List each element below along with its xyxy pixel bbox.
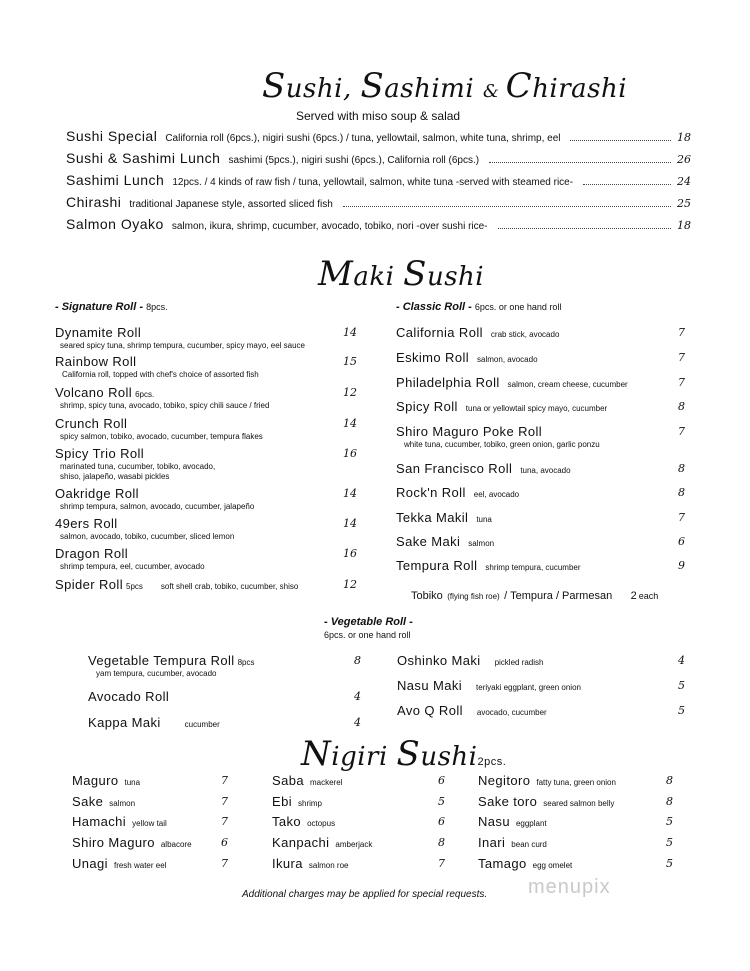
item-name: Negitoro (478, 773, 531, 788)
item-desc: pickled radish (494, 658, 544, 667)
item-name: Sushi Special (66, 128, 158, 144)
item-name: Chirashi (66, 194, 122, 210)
item-name: Sake (72, 794, 104, 809)
item-desc: yellow tail (132, 819, 167, 828)
item-price: 9 (678, 559, 685, 572)
item-price: 4 (354, 716, 361, 729)
item-desc: teriyaki eggplant, green onion (476, 683, 581, 692)
item-price: 8 (666, 774, 673, 787)
item-desc: spicy salmon, tobiko, avocado, cucumber, tempura flakes (60, 432, 263, 441)
item-name: Oshinko Maki (397, 653, 481, 668)
footer-note: Additional charges may be applied for special requests. (242, 889, 488, 900)
item-name: Shiro Maguro (72, 835, 155, 850)
nigiri-item (272, 834, 372, 852)
nigiri-item (72, 834, 192, 852)
item-desc: octopus (307, 819, 336, 828)
item-price: 14 (343, 417, 357, 430)
item-price: 7 (221, 815, 228, 828)
sushi-item-row (66, 150, 691, 170)
item-desc: shrimp, spicy tuna, avocado, tobiko, spicy chili sauce / fried (60, 401, 270, 410)
item-name: Sake Maki (396, 534, 461, 549)
item-desc: bean curd (511, 840, 547, 849)
item-name: Tako (272, 814, 302, 829)
item-name: Tamago (478, 856, 527, 871)
item-name: Oakridge Roll (55, 486, 139, 501)
nigiri-item (72, 813, 167, 831)
item-price: 8 (678, 400, 685, 413)
item-price: 7 (678, 351, 685, 364)
nigiri-item (72, 855, 166, 873)
item-price: 18 (677, 219, 691, 232)
nigiri-item (72, 793, 135, 811)
item-desc: sashimi (5pcs.), nigiri sushi (6pcs.), California roll (6pcs.) (228, 155, 480, 166)
item-name: Ebi (272, 794, 292, 809)
sushi-item-row (66, 172, 691, 192)
item-price: 16 (343, 447, 357, 460)
signature-roll-item (55, 324, 141, 342)
item-name: Spicy Trio Roll (55, 446, 145, 461)
item-name: Salmon Oyako (66, 216, 164, 232)
classic-roll-item (396, 484, 519, 502)
classic-roll-item (396, 423, 542, 441)
item-name: Spicy Roll (396, 399, 458, 414)
item-name: Nasu Maki (397, 678, 463, 693)
item-price: 5 (678, 679, 685, 692)
item-name: Vegetable Tempura Roll (88, 653, 235, 668)
nigiri-item (272, 855, 348, 873)
item-desc: salmon (109, 799, 136, 808)
item-price: 14 (343, 326, 357, 339)
dot-leader (570, 140, 671, 141)
item-price: 8 (666, 795, 673, 808)
classic-roll-item (396, 533, 494, 551)
vegetable-roll-item (397, 702, 547, 720)
item-price: 24 (677, 175, 691, 188)
item-desc: shrimp tempura, cucumber (485, 563, 581, 572)
item-name: Philadelphia Roll (396, 375, 500, 390)
nigiri-item (478, 834, 547, 852)
item-name: San Francisco Roll (396, 461, 513, 476)
item-price: 8 (354, 654, 361, 667)
item-name: Crunch Roll (55, 416, 128, 431)
item-size: 5pcs (126, 582, 143, 591)
classic-roll-item (396, 509, 492, 527)
item-desc: mackerel (309, 778, 343, 787)
item-price: 7 (221, 795, 228, 808)
item-desc: seared salmon belly (543, 799, 615, 808)
item-desc: cucumber (184, 720, 220, 729)
item-desc: shrimp tempura, eel, cucumber, avocado (60, 562, 205, 571)
item-name: Volcano Roll (55, 385, 133, 400)
sushi-item-row (66, 216, 691, 236)
item-name: California Roll (396, 325, 483, 340)
item-name: Tekka Makil (396, 510, 469, 525)
item-desc: 12pcs. / 4 kinds of raw fish / tuna, yellowtail, salmon, white tuna -served with steamed rice- (172, 177, 574, 188)
item-price: 5 (666, 836, 673, 849)
item-name: Inari (478, 835, 506, 850)
item-price: 12 (343, 578, 357, 591)
item-name: Sashimi Lunch (66, 172, 165, 188)
item-size: 8pcs (237, 658, 255, 667)
item-price: 4 (354, 690, 361, 703)
item-desc: salmon (468, 539, 495, 548)
signature-roll-item (55, 445, 144, 463)
dot-leader (498, 228, 671, 229)
topping-line: Tobiko (flying fish roe) / Tempura / Parmesan 2 each (411, 590, 659, 602)
signature-roll-item (55, 576, 298, 594)
nigiri-item (478, 793, 614, 811)
nigiri-item (272, 793, 322, 811)
item-price: 14 (343, 487, 357, 500)
item-name: Shiro Maguro Poke Roll (396, 424, 543, 439)
classic-roll-item (396, 374, 628, 392)
nigiri-item (72, 772, 140, 790)
item-name: Ikura (272, 856, 303, 871)
item-name: Rainbow Roll (55, 354, 137, 369)
item-name: Dragon Roll (55, 546, 129, 561)
item-price: 8 (438, 836, 445, 849)
item-desc: tuna, avocado (520, 466, 571, 475)
item-desc: shrimp tempura, salmon, avocado, cucumber, jalapeño (60, 502, 255, 511)
classic-roll-item (396, 557, 581, 575)
item-price: 7 (678, 425, 685, 438)
sushi-section-title: Sushi, Sashimi & Chirashi (262, 66, 628, 106)
item-desc: tuna (124, 778, 141, 787)
signature-roll-item (55, 545, 128, 563)
item-name: Avocado Roll (88, 689, 170, 704)
item-price: 18 (677, 131, 691, 144)
item-price: 4 (678, 654, 685, 667)
nigiri-item (478, 813, 547, 831)
item-name: Kanpachi (272, 835, 330, 850)
item-desc: shiso, jalapeño, wasabi pickles (60, 472, 170, 481)
item-price: 7 (221, 774, 228, 787)
item-price: 7 (678, 511, 685, 524)
vegetable-roll-item (397, 652, 543, 670)
item-desc: traditional Japanese style, assorted sliced fish (129, 199, 333, 210)
item-desc: salmon, avocado, tobiko, cucumber, sliced lemon (60, 532, 235, 541)
nigiri-item (272, 772, 342, 790)
item-price: 12 (343, 386, 357, 399)
item-price: 26 (677, 153, 691, 166)
item-desc: salmon, ikura, shrimp, cucumber, avocado, tobiko, nori -over sushi rice- (171, 221, 488, 232)
item-price: 7 (438, 857, 445, 870)
item-size: 6pcs. (135, 390, 155, 399)
vegetable-roll-item (88, 688, 169, 706)
item-desc: marinated tuna, cucumber, tobiko, avocado, (60, 462, 216, 471)
item-price: 5 (438, 795, 445, 808)
item-price: 6 (438, 815, 445, 828)
item-name: Dynamite Roll (55, 325, 142, 340)
classic-roll-header: - Classic Roll - 6pcs. or one hand roll (396, 301, 562, 313)
item-price: 25 (677, 197, 691, 210)
item-price: 6 (438, 774, 445, 787)
vegetable-roll-item (397, 677, 581, 695)
item-price: 16 (343, 547, 357, 560)
watermark: menupix (528, 876, 611, 898)
item-name: Spider Roll (55, 577, 123, 592)
dot-leader (489, 162, 671, 163)
item-price: 7 (221, 857, 228, 870)
classic-roll-item (396, 324, 559, 342)
item-price: 5 (666, 815, 673, 828)
item-price: 14 (343, 517, 357, 530)
item-desc: California roll, topped with chef's choice of assorted fish (62, 370, 259, 379)
item-desc: eggplant (515, 819, 547, 828)
maki-section-title: Maki Sushi (318, 254, 485, 294)
item-desc: crab stick, avocado (490, 330, 560, 339)
item-desc: fatty tuna, green onion (536, 778, 616, 787)
classic-roll-item (396, 349, 538, 367)
item-name: Eskimo Roll (396, 350, 470, 365)
item-desc: eel, avocado (473, 490, 520, 499)
item-desc: egg omelet (532, 861, 573, 870)
sushi-section-subtitle: Served with miso soup & salad (296, 109, 461, 123)
item-desc: tuna or yellowtail spicy mayo, cucumber (465, 404, 608, 413)
item-price: 7 (678, 376, 685, 389)
item-name: Unagi (72, 856, 108, 871)
item-desc: salmon, cream cheese, cucumber (507, 380, 628, 389)
item-desc: avocado, cucumber (476, 708, 547, 717)
item-desc: California roll (6pcs.), nigiri sushi (6pcs.) / tuna, yellowtail, salmon, white tuna, shrimp, eel (165, 133, 561, 144)
item-name: Rock'n Roll (396, 485, 466, 500)
item-name: Hamachi (72, 814, 127, 829)
item-desc: yam tempura, cucumber, avocado (96, 669, 217, 678)
item-price: 8 (678, 486, 685, 499)
dot-leader (583, 184, 671, 185)
sushi-item-row (66, 128, 691, 148)
item-name: Sushi & Sashimi Lunch (66, 150, 221, 166)
item-desc: salmon roe (308, 861, 349, 870)
item-name: Saba (272, 773, 304, 788)
nigiri-item (478, 855, 572, 873)
vegetable-roll-item (88, 652, 255, 670)
dot-leader (343, 206, 671, 207)
item-desc: tuna (476, 515, 492, 524)
nigiri-item (478, 772, 616, 790)
signature-roll-item (55, 485, 139, 503)
vegetable-roll-header: - Vegetable Roll - (324, 616, 413, 628)
item-desc: shrimp (298, 799, 323, 808)
signature-roll-item (55, 515, 118, 533)
classic-roll-item (396, 398, 607, 416)
item-desc: amberjack (335, 840, 373, 849)
item-price: 6 (678, 535, 685, 548)
nigiri-section-title: Nigiri Sushi2pcs. (301, 734, 507, 774)
vegetable-roll-item (88, 714, 220, 732)
item-name: Sake toro (478, 794, 538, 809)
item-name: 49ers Roll (55, 516, 118, 531)
item-price: 5 (678, 704, 685, 717)
item-desc: albacore (160, 840, 192, 849)
item-price: 15 (343, 355, 357, 368)
sushi-item-row (66, 194, 691, 214)
signature-roll-item (55, 415, 127, 433)
item-desc: fresh water eel (113, 861, 167, 870)
item-desc: soft shell crab, tobiko, cucumber, shiso (160, 582, 299, 591)
item-price: 5 (666, 857, 673, 870)
nigiri-item (272, 813, 335, 831)
vegetable-roll-note: 6pcs. or one hand roll (324, 630, 411, 640)
item-name: Avo Q Roll (397, 703, 463, 718)
item-desc: white tuna, cucumber, tobiko, green onion, garlic ponzu (404, 440, 600, 449)
signature-roll-item (55, 384, 154, 402)
item-name: Tempura Roll (396, 558, 478, 573)
signature-roll-header: - Signature Roll - 8pcs. (55, 301, 168, 313)
item-price: 6 (221, 836, 228, 849)
classic-roll-item (396, 460, 571, 478)
item-name: Nasu (478, 814, 510, 829)
item-name: Kappa Maki (88, 715, 161, 730)
item-price: 7 (678, 326, 685, 339)
item-desc: salmon, avocado (477, 355, 538, 364)
item-price: 8 (678, 462, 685, 475)
item-name: Maguro (72, 773, 119, 788)
signature-roll-item (55, 353, 136, 371)
item-desc: seared spicy tuna, shrimp tempura, cucumber, spicy mayo, eel sauce (60, 341, 305, 350)
